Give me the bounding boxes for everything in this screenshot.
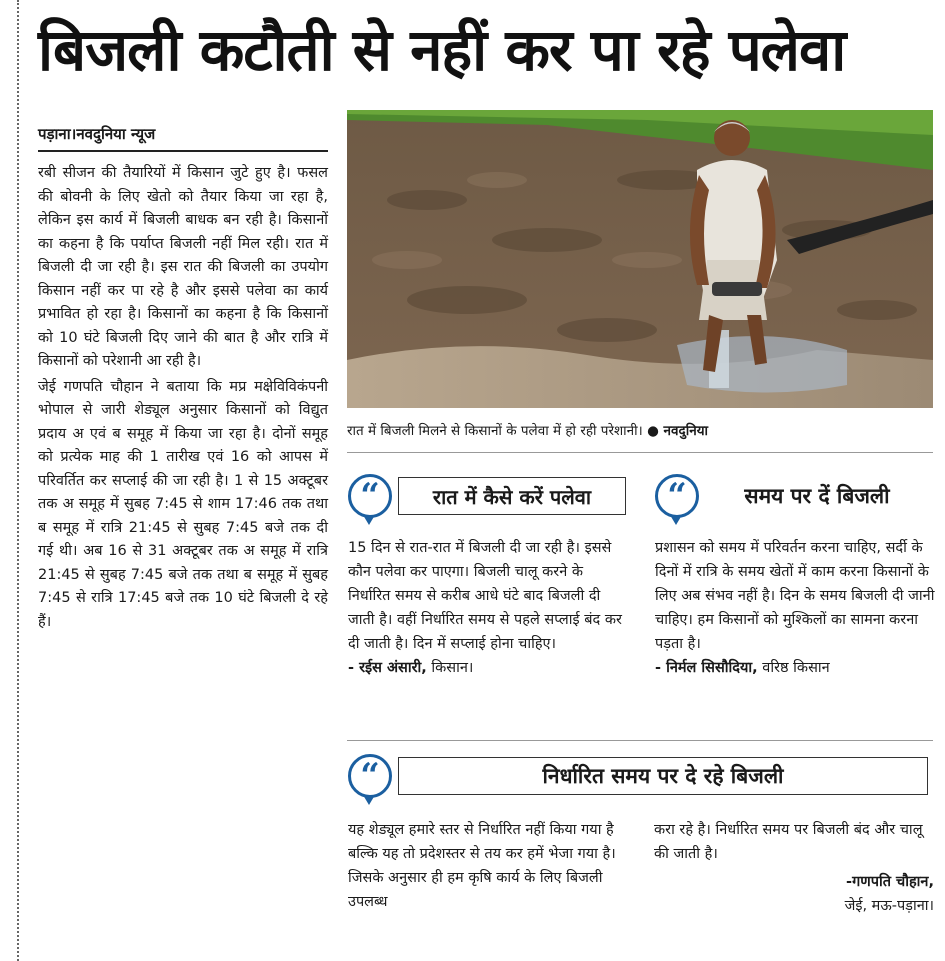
quote-3-header xyxy=(348,756,928,796)
quote-icon: “ xyxy=(655,474,699,518)
dateline: पड़ाना।नवदुनिया न्यूज xyxy=(38,124,328,152)
quote-1-header xyxy=(348,476,626,516)
quote-2-heading: समय पर दें बिजली xyxy=(744,484,890,508)
quote-3-role: जेई, मऊ-पड़ाना। xyxy=(844,898,934,914)
quote-1-role: किसान। xyxy=(426,660,474,676)
quote-3-heading: निर्धारित समय पर दे रहे बिजली xyxy=(398,757,928,795)
column-divider xyxy=(17,0,19,961)
quote-1-body: 15 दिन से रात-रात में बिजली दी जा रही है। इससे कौन पलेवा कर पाएगा। बिजली चालू करने के निर्धारित समय से करीब आधे घंटे बाद बिजली दी जाती है। वहीं निर्धारित समय से पहले सप्लाई बंद कर दी जाती है। दिन में सप्लाई होना चाहिए। xyxy=(348,540,622,652)
caption-divider xyxy=(347,452,933,453)
quote-3-body-2: करा रहे है। निर्धारित समय पर बिजली बंद और चालू की जाती है। xyxy=(654,822,923,862)
quote-2-header xyxy=(655,476,929,516)
quote-3-text-col2 xyxy=(654,818,934,918)
quotes-divider xyxy=(347,740,933,741)
quote-icon: “ xyxy=(348,754,392,798)
quote-3-body-1: यह शेड्यूल हमारे स्तर से निर्धारित नहीं किया गया है बल्कि यह तो प्रदेशस्तर से तय कर हमें भेजा गया है। जिसके अनुसार ही हम कृषि कार्य के लिए बिजली उपलब्ध xyxy=(348,822,616,910)
quote-1-heading: रात में कैसे करें पलेवा xyxy=(398,477,626,515)
photo-credit: ● नवदुनिया xyxy=(647,423,709,439)
quote-1-author: - रईस अंसारी, xyxy=(348,660,427,676)
quote-icon: “ xyxy=(348,474,392,518)
lead-article xyxy=(38,162,328,634)
lead-paragraph-2: जेई गणपति चौहान ने बताया कि मप्र मक्षेविविकंपनी भोपाल से जारी शेड्यूल अनुसार किसानों को विद्युत प्रदाय अ एवं ब समूह में किया जा रहा है। दोनों समूह को प्रत्येक माह की 1 तारीख एवं 16 को आपस में परिवर्तित कर सप्लाई की जा रही है। 1 से 15 अक्टूबर तक अ समूह में सुबह 7:45 से शाम 17:46 तक तथा ब समूह में रात्रि 21:45 से सुबह 7:45 बजे तक दी गई थी। अब 16 से 31 अक्टूबर तक अ समूह में रात्रि 21:45 से सुबह 7:45 बजे तक तथा ब समूह में सुबह 7:45 से रात्रि 17:45 बजे तक 10 घंटे बिजली दे रहे हैं। xyxy=(38,378,328,630)
farmer-irrigation-photo xyxy=(347,110,933,408)
quote-3-text-col1 xyxy=(348,818,630,914)
quote-2-author: - निर्मल सिसौदिया, xyxy=(655,660,758,676)
caption-text: रात में बिजली मिलने से किसानों के पलेवा में हो रही परेशानी। xyxy=(347,423,643,439)
headline: बिजली कटौती से नहीं कर पा रहे पलेवा xyxy=(38,16,846,84)
photo-caption xyxy=(347,421,933,439)
lead-paragraph-1: रबी सीजन की तैयारियों में किसान जुटे हुए है। फसल की बोवनी के लिए खेतो को तैयार किया जा रहा है, लेकिन इस कार्य में बिजली बाधक बन रही है। किसानों का कहना है कि पर्याप्त बिजली नहीं मिल रही। रात में बिजली दी जा रही है। इस रात की बिजली का उपयोग किसान नहीं कर पा रहे है और इससे पलेवा का कार्य प्रभावित हो रहा है। किसानों का कहना है कि किसानों को 10 घंटे बिजली दिए जाने की बात है और रात्रि में किसानों को परेशानी आ रही है। xyxy=(38,165,328,369)
quote-1-text xyxy=(348,536,626,680)
quote-2-text xyxy=(655,536,935,680)
quote-2-body: प्रशासन को समय में परिवर्तन करना चाहिए, सर्दी के दिनों में रात्रि के समय खेतों में काम करना किसानों के लिए अब संभव नहीं है। दिन के समय बिजली दी जानी चाहिए। हम किसानों को मुश्किलों का सामना करना पड़ता है। xyxy=(655,540,935,652)
quote-2-role: वरिष्ठ किसान xyxy=(757,660,830,676)
quote-3-author: -गणपति चौहान, xyxy=(846,874,934,890)
